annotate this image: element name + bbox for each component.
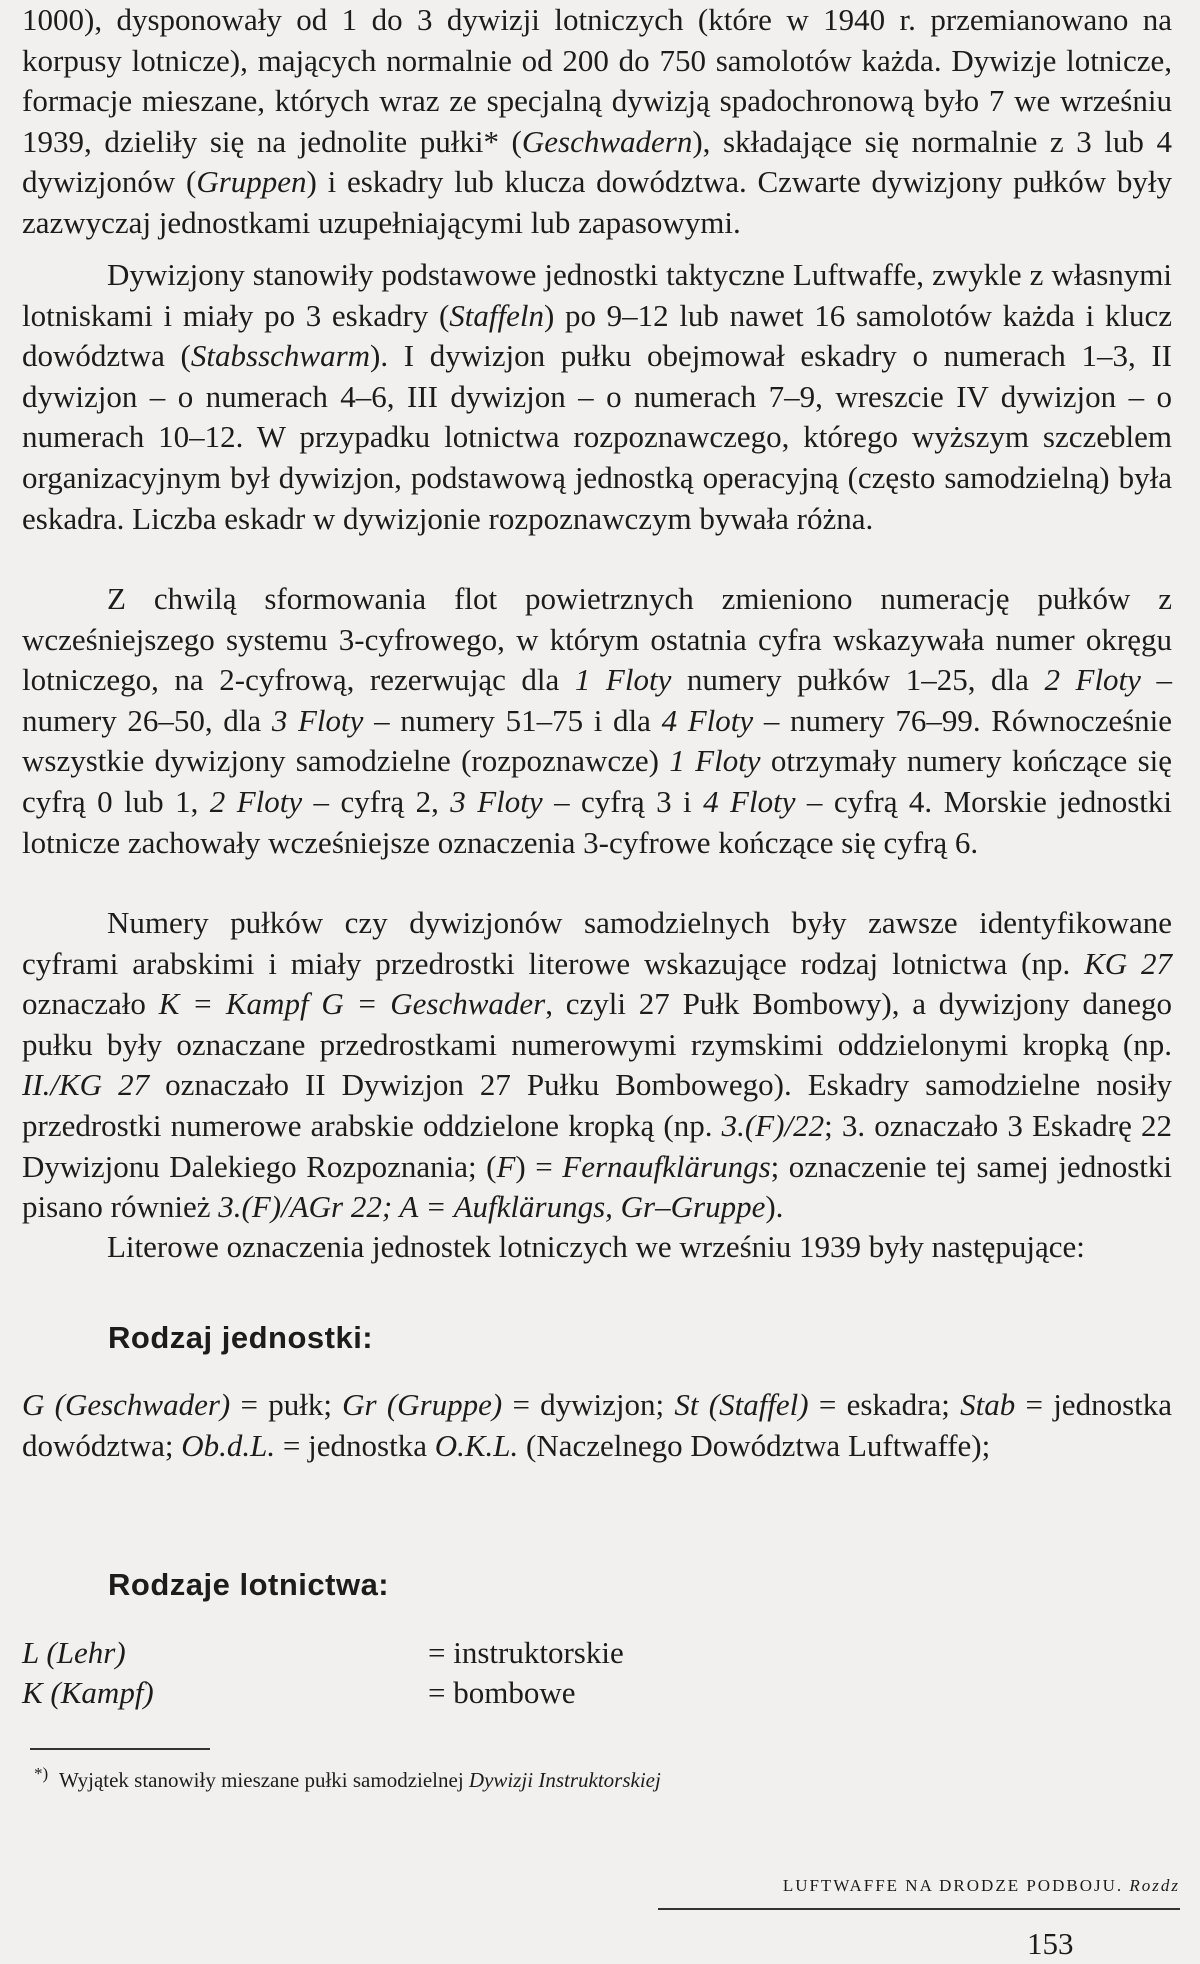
definition-value: = bombowe xyxy=(428,1675,576,1710)
footnote-mark: *) xyxy=(34,1764,49,1783)
book-page xyxy=(22,0,1180,1964)
paragraph-4: Numery pułków czy dywizjonów samodzielnych były zawsze identyfikowane cyframi arabskimi i miały przedrostki literowe wskazujące rodzaj lotnictwa (np. KG 27 oznaczało K = Kampf G = Geschwader, czyli 27 Pułk Bombowy), a dywizjony danego pułku były oznaczane przedrostkami numerowymi rzymskimi oddzielonymi kropką (np. II./KG 27 oznaczało II Dywizjon 27 Pułku Bombowego). Eskadry samodzielne nosiły przedrostki numerowe arabskie oddzielone kropką (np. 3.(F)/22; 3. oznaczało 3 Eskadrę 22 Dywizjonu Dalekiego Rozpoznania; (F) = Fernaufklärungs; oznaczenie tej samej jednostki pisano również 3.(F)/AGr 22; A = Aufklärungs, Gr–Gruppe). xyxy=(22,905,1172,1225)
running-footer xyxy=(783,1876,1180,1896)
definition-value: = instruktorskie xyxy=(428,1635,624,1670)
running-footer-rule xyxy=(658,1908,1180,1910)
heading-unit-type: Rodzaj jednostki: xyxy=(108,1320,374,1355)
page-number: 153 xyxy=(1027,1926,1074,1961)
paragraph-1: 1000), dysponowały od 1 do 3 dywizji lotniczych (które w 1940 r. przemianowano na korpusy lotnicze), mających normalnie od 200 do 750 samolotów każda. Dywizje lotnicze, formacje mieszane, których wraz ze specjalną dywizją spadochronową było 7 we wrześniu 1939, dzieliły się na jednolite pułki* (Geschwadern), składające się normalnie z 3 lub 4 dywizjonów (Gruppen) i eskadry lub klucza dowództwa. Czwarte dywizjony pułków były zazwyczaj jednostkami uzupełniającymi lub zapasowymi. xyxy=(22,2,1172,240)
paragraph-5: Literowe oznaczenia jednostek lotniczych we wrześniu 1939 były następujące: xyxy=(107,1229,1085,1264)
paragraph-unit-types: G (Geschwader) = pułk; Gr (Gruppe) = dywizjon; St (Staffel) = eskadra; Stab = jednostka dowództwa; Ob.d.L. = jednostka O.K.L. (Naczelnego Dowództwa Luftwaffe); xyxy=(22,1387,1172,1463)
footnote-divider xyxy=(30,1748,210,1750)
footnote xyxy=(34,1760,661,1794)
definition-term: K (Kampf) xyxy=(22,1675,154,1710)
footnote-text: Wyjątek stanowiły mieszane pułki samodzielnej xyxy=(59,1768,464,1792)
heading-aviation-types: Rodzaje lotnictwa: xyxy=(108,1567,390,1602)
running-footer-chapter: Rozdz xyxy=(1129,1876,1180,1895)
running-footer-title: LUFTWAFFE NA DRODZE PODBOJU. xyxy=(782,1876,1124,1895)
paragraph-2: Dywizjony stanowiły podstawowe jednostki taktyczne Luftwaffe, zwykle z własnymi lotniskami i miały po 3 eskadry (Staffeln) po 9–12 lub nawet 16 samolotów każda i klucz dowództwa (Stabsschwarm). I dywizjon pułku obejmował eskadry o numerach 1–3, II dywizjon – o numerach 4–6, III dywizjon – o numerach 7–9, wreszcie IV dywizjon – o numerach 10–12. W przypadku lotnictwa rozpoznawczego, którego wyższym szczeblem organizacyjnym był dywizjon, podstawową jednostką operacyjną (często samodzielną) była eskadra. Liczba eskadr w dywizjonie rozpoznawczym bywała różna. xyxy=(22,257,1172,536)
paragraph-3: Z chwilą sformowania flot powietrznych zmieniono numerację pułków z wcześniejszego systemu 3-cyfrowego, w którym ostatnia cyfra wskazywała numer okręgu lotniczego, na 2-cyfrową, rezerwując dla 1 Floty numery pułków 1–25, dla 2 Floty – numery 26–50, dla 3 Floty – numery 51–75 i dla 4 Floty – numery 76–99. Równocześnie wszystkie dywizjony samodzielne (rozpoznawcze) 1 Floty otrzymały numery kończące się cyfrą 0 lub 1, 2 Floty – cyfrą 2, 3 Floty – cyfrą 3 i 4 Floty – cyfrą 4. Morskie jednostki lotnicze zachowały wcześniejsze oznaczenia 3-cyfrowe kończące się cyfrą 6. xyxy=(22,581,1173,860)
footnote-text-italic: Dywizji Instruktorskiej xyxy=(468,1768,661,1792)
definition-term: L (Lehr) xyxy=(22,1635,126,1670)
